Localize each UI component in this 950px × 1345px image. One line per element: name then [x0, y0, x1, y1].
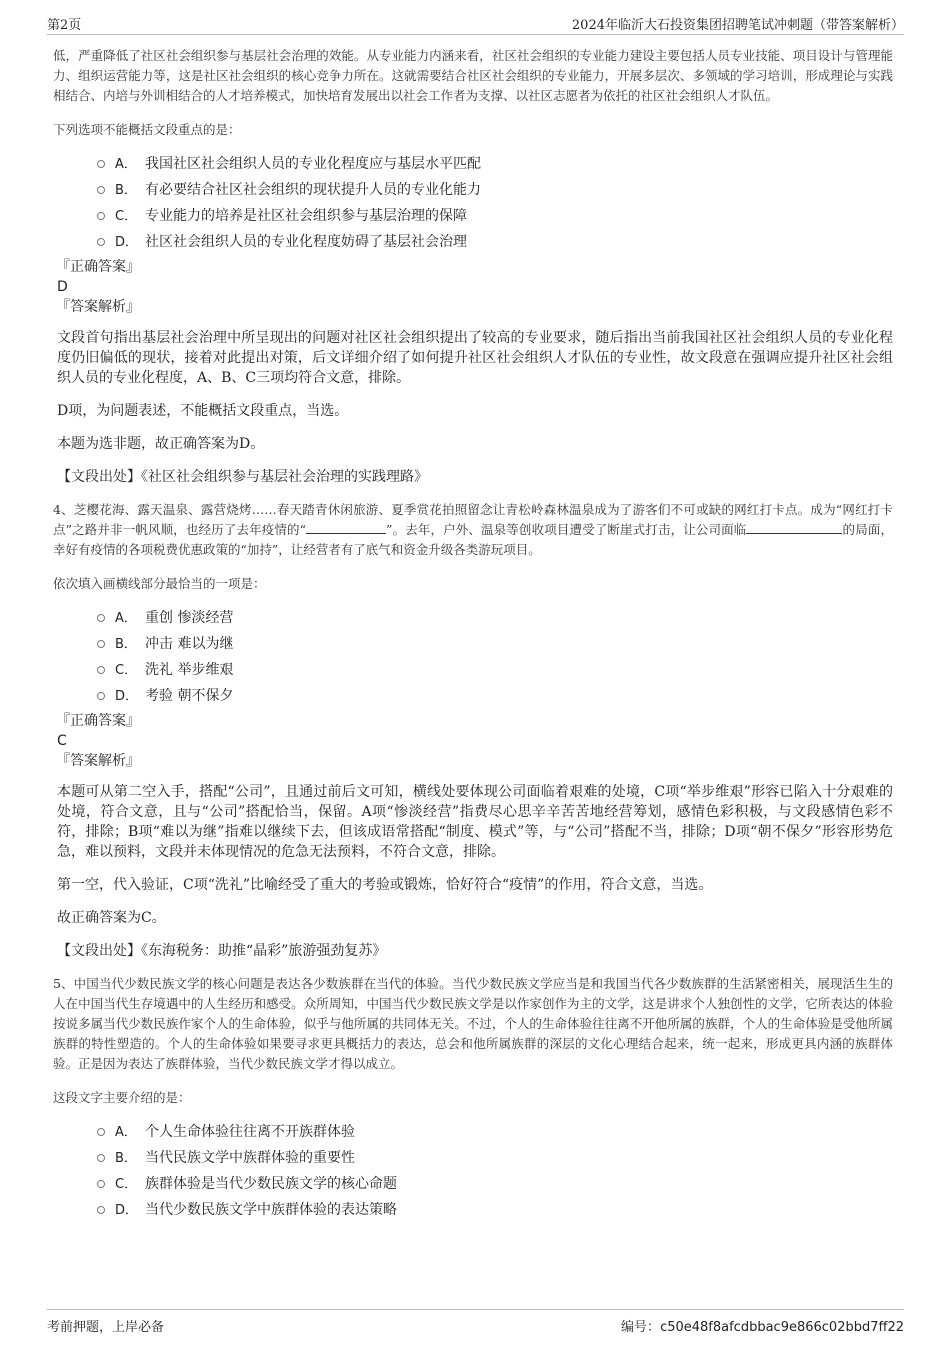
radio-icon[interactable]	[97, 186, 105, 194]
radio-icon[interactable]	[97, 212, 105, 220]
radio-icon[interactable]	[97, 1128, 105, 1136]
q3-answer-label: 『正确答案』	[56, 259, 140, 275]
q4-option-c[interactable]: C． 洗礼 举步维艰	[53, 657, 893, 683]
q5-option-d[interactable]: D． 当代少数民族文学中族群体验的表达策略	[53, 1197, 893, 1223]
radio-icon[interactable]	[97, 1154, 105, 1162]
q3-source: 【文段出处】《社区社会组织参与基层社会治理的实践理路》	[57, 469, 428, 485]
q4-passage: 4、芝樱花海、露天温泉、露营烧烤……春天踏青休闲旅游、夏季赏花拍照留念让青松岭森林温泉成为了游客们不可或缺的网红打卡点。成为“网红打卡点”之路并非一帆风顺，也经历了去年疫情的“ ”。去年，户外、温泉等创收项目遭受了断崖式打击，让公司面临 的局面，幸好有疫情的各项税费优惠政策的“加持”，让经营者有了底气和资金升级各类游玩项目。	[53, 502, 893, 557]
q3-passage: 低，严重降低了社区社会组织参与基层社会治理的效能。从专业能力内涵来看，社区社会组织的专业能力建设主要包括人员专业技能、项目设计与管理能力、组织运营能力等，这是社区社会组织的核心竞争力所在。这就需要结合社区社会组织的专业能力，开展多层次、多领域的学习培训，形成理论与实践相结合、内培与外训相结合的人才培养模式，加快培育发展出以社会工作者为支撑、以社区志愿者为依托的社区社会组织人才队伍。	[53, 48, 893, 103]
radio-icon[interactable]	[97, 692, 105, 700]
q4-answer-label: 『正确答案』	[56, 713, 140, 729]
q5-option-a[interactable]: A． 个人生命体验往往离不开族群体验	[53, 1119, 893, 1145]
q3-options	[53, 151, 893, 255]
radio-icon[interactable]	[97, 1206, 105, 1214]
radio-icon[interactable]	[97, 1180, 105, 1188]
q5-passage: 5、中国当代少数民族文学的核心问题是表达各少数族群在当代的体验。当代少数民族文学应当是和我国当代各少数族群的生活紧密相关，展现活生生的人在中国当代生存境遇中的人生经历和感受。众所周知，中国当代少数民族文学是以作家创作为主的文学，这是讲求个人独创性的文学，它所表达的体验按说多属当代少数民族作家个人的生命体验，似乎与他所属的共同体无关。不过，个人的生命体验往往离不开他所属的族群，个人的生命体验是受他所属族群的特性塑造的。个人的生命体验如果要寻求更具概括力的表达，总会和他所属族群的深层的文化心理结合起来，统一起来，形成更具内涵的族群体验。正是因为表达了族群体验，当代少数民族文学才得以成立。	[53, 976, 893, 1071]
q5-option-c[interactable]: C． 族群体验是当代少数民族文学的核心命题	[53, 1171, 893, 1197]
q4-options	[53, 605, 893, 709]
q3-option-d[interactable]: D． 社区社会组织人员的专业化程度妨碍了基层社会治理	[53, 229, 893, 255]
q5-option-b[interactable]: B． 当代民族文学中族群体验的重要性	[53, 1145, 893, 1171]
q4-analysis-3: 故正确答案为C。	[57, 910, 166, 926]
q3-option-a[interactable]: A． 我国社区社会组织人员的专业化程度应与基层水平匹配	[53, 151, 893, 177]
radio-icon[interactable]	[97, 640, 105, 648]
footer-slogan: 考前押题，上岸必备	[47, 1320, 165, 1335]
q4-stem: 依次填入画横线部分最恰当的一项是：	[53, 576, 266, 591]
blank-2	[746, 520, 842, 534]
q3-analysis-label: 『答案解析』	[56, 299, 140, 315]
footer-code-value: c50e48f8afcdbbac9e866c02bbd7ff22	[660, 1320, 904, 1335]
document-title: 2024年临沂大石投资集团招聘笔试冲刺题（带答案解析）	[571, 18, 904, 33]
q3-analysis-2: D项，为问题表述，不能概括文段重点，当选。	[57, 403, 349, 419]
q4-source: 【文段出处】《东海税务：助推“晶彩”旅游强劲复苏》	[57, 943, 387, 959]
page-content	[53, 46, 893, 1223]
q3-option-b[interactable]: B． 有必要结合社区社会组织的现状提升人员的专业化能力	[53, 177, 893, 203]
q3-option-c[interactable]: C． 专业能力的培养是社区社会组织参与基层治理的保障	[53, 203, 893, 229]
page-footer	[47, 1309, 904, 1336]
radio-icon[interactable]	[97, 160, 105, 168]
blank-1	[306, 520, 386, 534]
q3-stem: 下列选项不能概括文段重点的是：	[53, 122, 241, 137]
q3-analysis-3: 本题为选非题，故正确答案为D。	[57, 436, 265, 452]
footer-code-label: 编号：	[621, 1320, 661, 1335]
q4-option-a[interactable]: A． 重创 惨淡经营	[53, 605, 893, 631]
q4-option-d[interactable]: D． 考验 朝不保夕	[53, 683, 893, 709]
q4-answer: C	[57, 733, 67, 749]
q4-option-b[interactable]: B． 冲击 难以为继	[53, 631, 893, 657]
q3-answer: D	[57, 279, 68, 295]
footer-code	[621, 1316, 904, 1335]
q4-analysis-label: 『答案解析』	[56, 753, 140, 769]
q3-analysis-1: 文段首句指出基层社会治理中所呈现出的问题对社区社会组织提出了较高的专业要求，随后指出当前我国社区社会组织人员的专业化程度仍旧偏低的现状，接着对此提出对策，后文详细介绍了如何提升社区社会组织人才队伍的专业性，故文段意在强调应提升社区社会组织人员的专业化程度，A、B、C三项均符合文意，排除。	[57, 330, 893, 386]
page-header	[47, 10, 904, 35]
radio-icon[interactable]	[97, 238, 105, 246]
page-number: 第2页	[47, 18, 82, 33]
q5-options	[53, 1119, 893, 1223]
q4-analysis-1: 本题可从第二空入手，搭配“公司”，且通过前后文可知，横线处要体现公司面临着艰难的处境，C项“举步维艰”形容已陷入十分艰难的处境，符合文意，且与“公司”搭配恰当，保留。A项“惨淡经营”指费尽心思辛辛苦苦地经营筹划，感情色彩积极，与文段感情色彩不符，排除；B项“难以为继”指难以继续下去，但该成语常搭配“制度、模式”等，与“公司”搭配不当，排除；D项“朝不保夕”形容形势危急，难以预料，文段并未体现情况的危急无法预料，不符合文意，排除。	[57, 784, 893, 860]
q5-stem: 这段文字主要介绍的是：	[53, 1090, 191, 1105]
radio-icon[interactable]	[97, 614, 105, 622]
radio-icon[interactable]	[97, 666, 105, 674]
q4-analysis-2: 第一空，代入验证，C项“洗礼”比喻经受了重大的考验或锻炼，恰好符合“疫情”的作用，符合文意，当选。	[57, 877, 713, 893]
